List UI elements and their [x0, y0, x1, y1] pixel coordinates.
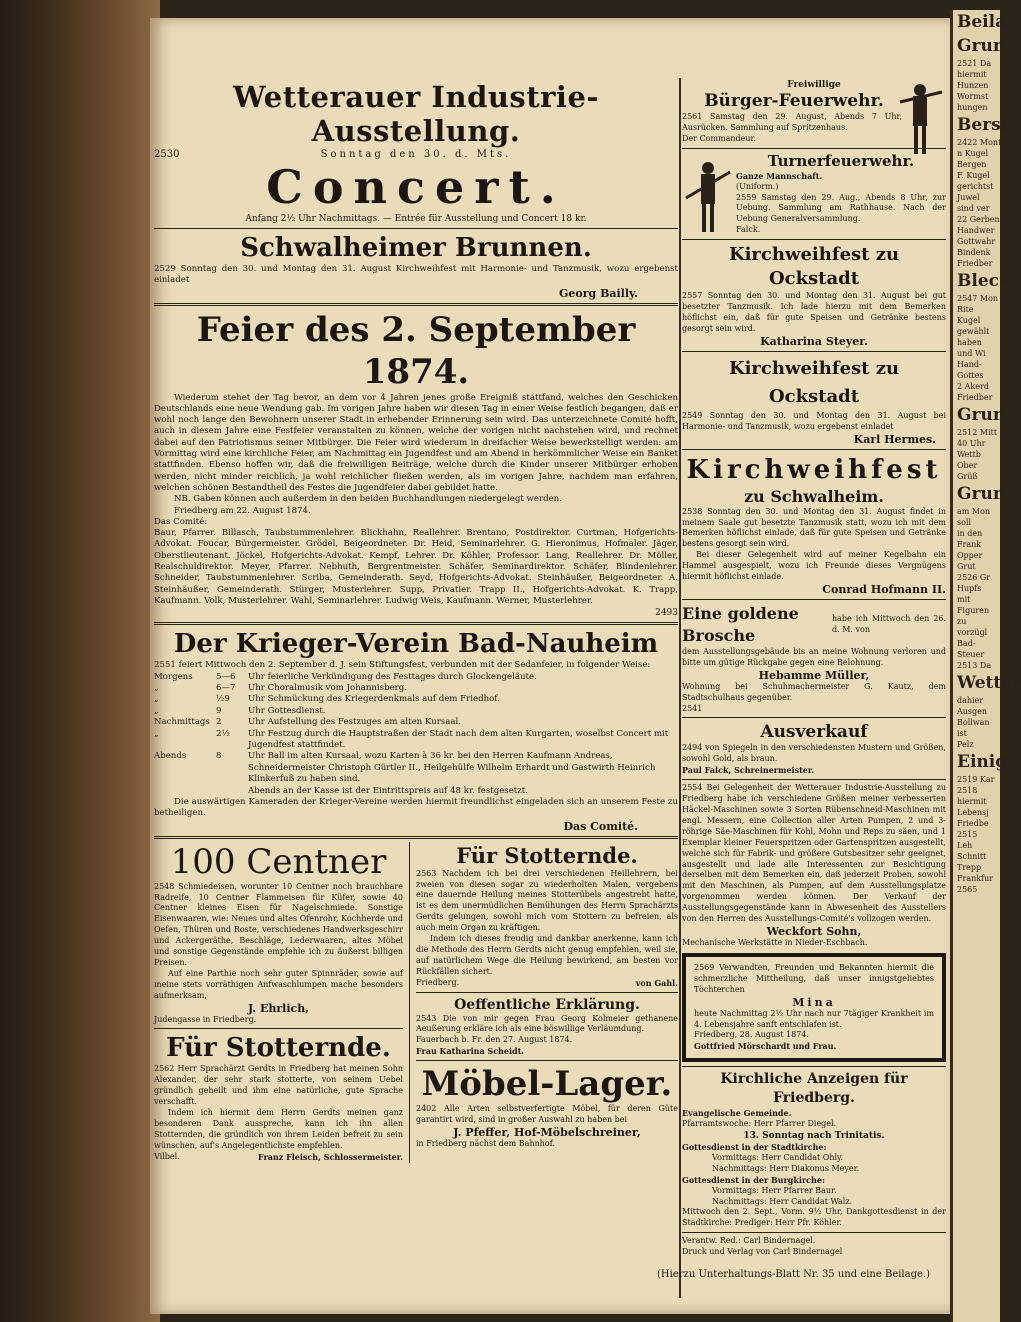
next-page-fragment: am Mon	[957, 507, 991, 516]
ad-text-2: Auf eine Parthie noch sehr guter Spinnräder, sowie auf meine stets vorräthigen Anfwaschlumpen mache besonders aufmerksam,	[154, 968, 403, 1000]
divider	[154, 1028, 403, 1029]
next-page-fragment: 2422 Mont	[957, 138, 1002, 147]
ad-text: 2562 Herr Sprachärzt Gerdts in Friedberg hat meinen Sohn Alexander, der sehr stark stotterte, von seinem Uebel gründlich geheilt und ihm eine natürliche, gute Sprache verschafft.	[154, 1064, 403, 1107]
divider	[416, 1060, 678, 1061]
schedule-row: Nachmittags 2 Uhr Aufstellung des Festzuges am alten Kursaal.	[154, 717, 461, 728]
divider	[682, 1066, 946, 1067]
ad-2551	[154, 628, 678, 832]
divider	[682, 239, 946, 240]
ad-2548	[154, 842, 403, 1026]
ad-text-2: Indem ich dieses freudig und dankbar anerkenne, kann ich die Methode des Herrn Gerdts nicht genug empfehlen, weil sie, auf natürlichem Wege die Heilung bewirkend, am besten vor Rückfällen sichert.	[416, 934, 678, 976]
ad-text: 2554 Bei Gelegenheit der Wetterauer Industrie-Ausstellung zu Friedberg habe ich verschiedene Größen meiner verbesserten Häckel-Maschinen sowie 3 Sorten Rübenschneid-Maschinen mit engl. Messern, eine Collection aller Arten Pumpen, 2 und 3-röhrige Säe-Maschinen für Kohl, Mohn und Reps zu säen, und 1 Exemplar kleiner Feuerspritzen oder Gartenspritzen ausgestellt, welche sich für Fabrik- und größere Gutsbesitzer sehr geeignet, ausgestellt und lade alle Interessenten zur Besichtigung derselben mit dem Bemerken ein, daß jederzeit Proben, sowohl mit den Maschinen, als Pumpen, auf dem Ausstellungsplatze vorgenommen werden können. Der Verkauf der Ausstellungsgegenstände kann in Abwesenheit des Ausstellers von den Herren des Ausstellungs-Comité's vollzogen werden.	[682, 783, 946, 924]
next-page-fragment: 2513 Da	[957, 661, 992, 670]
ad-title: Ausverkauf	[760, 722, 868, 743]
next-page-fragment: Rite	[957, 305, 974, 314]
next-page-fragment: Gottwahr	[957, 237, 996, 246]
next-page-fragment: 2547 Mon	[957, 294, 999, 303]
ad-title: Möbel-Lager.	[421, 1064, 673, 1105]
notice-text-2: heute Nachmittag 2½ Uhr nach nur 7tägiger Krankheit im 4. Lebensjahre sanft entschlafen ist.	[694, 1008, 934, 1029]
next-page-fragment: 2521 Da	[957, 59, 992, 68]
next-page-fragment: Ausgen	[957, 707, 988, 716]
next-page-fragment: n Kugel	[957, 149, 989, 158]
next-page-fragment: Juwel	[957, 193, 980, 202]
ad-title: Kirchweihfest zu Ockstadt	[728, 244, 900, 290]
next-page-fragment: dahier	[957, 696, 984, 705]
ad-2554	[682, 783, 946, 949]
comite-heading: Das Comité:	[154, 516, 208, 527]
next-page-fragment: 2526 Gr	[957, 573, 991, 582]
ad-2402	[416, 1064, 678, 1150]
divider	[682, 779, 946, 780]
next-page-fragment: Handwer	[957, 226, 995, 235]
schedule-row: Abends 8 Uhr Ball im alten Kursaal, wozu Karten à 36 kr. bei den Herren Kaufmann Andreas, Schneidermeister Christoph Gürtler II., Heilgehülfe Wilhelm Erhardt und Gastwirth Heinrich Klinkerfuß zu haben sind.	[154, 751, 656, 785]
next-page-fragment: gerichtst	[957, 182, 994, 191]
notice-name: Mina	[792, 995, 836, 1009]
next-page-fragment: Trepp	[957, 863, 982, 872]
ad-subline: Wohnung bei Schuhmachermeister G. Kautz, dem Stadtschulhaus gegenüber.	[682, 681, 946, 702]
lower-right-subcolumn	[410, 842, 678, 1163]
ad-text: 2561 Samstag den 29. August, Abends 7 Uhr, Ausrücken. Sammlung auf Spritzenhaus.	[682, 112, 902, 132]
ad-text-2: Bei dieser Gelegenheit wird auf meiner Kegelbahn ein Hammel ausgespielt, wozu ich Freunde dieses Vergnügens hiermit höflichst einlade.	[682, 550, 946, 582]
next-page-fragment: Hupfs	[957, 584, 982, 593]
church-service-line: Nachmittags: Herr Candidat Walz.	[712, 1196, 853, 1206]
supplement-note: (Hierzu Unterhaltungs-Blatt Nr. 35 und eine Beilage.)	[657, 1269, 930, 1280]
next-page-fragment: Kugel	[957, 316, 981, 325]
church-service-line: Mittwoch den 2. Sept., Vorm. 9½ Uhr, Dankgottesdienst in der Stadtkirche: Prediger: Herr Pfr. Köhler.	[682, 1207, 946, 1228]
ad-title: Eine goldene Brosche	[682, 603, 799, 645]
imprint-publisher: Druck und Verlag von Carl Bindernagel	[682, 1247, 843, 1257]
ad-place: Vilbel.	[154, 1151, 180, 1161]
next-page-fragment: Schnitt	[957, 852, 987, 861]
ad-2530	[154, 80, 678, 225]
next-page-fragment: Blec-	[957, 271, 1007, 291]
ad-note: NB. Gaben können auch außerdem in den beiden Buchhandlungen niedergelegt werden.	[174, 494, 562, 505]
next-page-fragment: Friedber	[957, 393, 993, 402]
notice-text: 2569 Verwandten, Freunden und Bekannten hiermit die schmerzliche Mittheilung, daß unser innigstgeliebtes Töchterchen	[694, 962, 934, 994]
church-title: Kirchliche Anzeigen für Friedberg.	[720, 1071, 908, 1107]
concert-heading: Concert.	[266, 160, 566, 214]
ad-title: Freiwillige	[787, 80, 841, 90]
next-page-fragment: Berst	[957, 115, 1009, 135]
next-page-fragment: Bindenk	[957, 248, 991, 257]
lower-left-area	[154, 842, 678, 1163]
ad-text: 2529 Sonntag den 30. und Montag den 31. August Kirchweihfest mit Harmonie- und Tanzmusik, wozu ergebenst einladet	[154, 264, 678, 286]
next-page-fragment: Bad-	[957, 639, 976, 648]
ad-text: 2538 Sonntag den 30. und Montag den 31. August findet in meinem Saale gut besetzte Tanzmusik statt, wozu ich mit dem Bemerken höflichst einlade, daß für gute Speisen und Getränke bestens gesorgt sein wird.	[682, 506, 946, 549]
ad-signature: Falck.	[736, 225, 761, 235]
divider	[416, 992, 678, 993]
church-service-heading: Gottesdienst in der Burgkirche:	[682, 1174, 825, 1185]
next-page-fragment: Wettb	[957, 450, 981, 459]
next-page-fragment: sind ver	[957, 204, 990, 213]
ad-date: Fauerbach b. Fr. den 27. August 1874.	[416, 1035, 573, 1045]
ad-2563	[416, 842, 678, 989]
ad-2559	[682, 152, 946, 236]
next-page-fragment: Beila	[957, 12, 1007, 32]
church-service-line: Vormittags: Herr Pfarrer Baur.	[712, 1185, 837, 1195]
ad-signature: Karl Hermes.	[853, 432, 936, 446]
next-page-fragment: Bergen	[957, 160, 987, 169]
next-page-fragment: 2518	[957, 786, 978, 795]
ad-title: 100 Centner	[170, 841, 387, 882]
next-page-fragment: hiermit	[957, 70, 987, 79]
next-page-fragment: Friedbe	[957, 819, 989, 828]
ad-signature: von Gahl.	[635, 977, 678, 988]
fireman-icon	[682, 158, 734, 238]
ad-title: Oeffentliche Erklärung.	[454, 996, 640, 1013]
divider	[154, 303, 678, 306]
next-page-fragment: Ober	[957, 461, 978, 470]
church-subtitle: Evangelische Gemeinde.	[682, 1108, 792, 1119]
ad-signature: Das Comité.	[563, 819, 638, 833]
right-column	[682, 80, 946, 1258]
divider	[682, 599, 946, 600]
next-page-fragment: und Wi	[957, 349, 986, 358]
ad-title-2: zu Schwalheim.	[744, 486, 884, 506]
schedule-row: Morgens 5—6 Uhr feierliche Verkündigung des Festtages durch Glockengeläute.	[154, 671, 537, 682]
ad-title: Für Stotternde.	[456, 842, 638, 868]
ad-date: Sonntag den 30. d. Mts.	[320, 149, 512, 160]
newspaper-page	[150, 18, 950, 1314]
ad-2541	[682, 603, 946, 715]
ad-title: Wetterauer Industrie-Ausstellung.	[233, 80, 599, 148]
fireman-icon	[894, 80, 946, 160]
next-page-fragment: Lebensj	[957, 808, 989, 817]
ad-title: Turnerfeuerwehr.	[767, 151, 915, 170]
ad-signature: Georg Bailly.	[559, 286, 638, 300]
divider	[682, 351, 946, 352]
next-page-fragment: 2515	[957, 830, 978, 839]
ad-2538	[682, 453, 946, 596]
next-page-fragment: Grun	[957, 484, 1006, 504]
church-service-line: Nachmittags: Herr Diakonus Meyer.	[712, 1163, 860, 1173]
ad-2529	[154, 232, 678, 300]
ad-2557	[682, 243, 946, 348]
ad-text: 2548 Schmiedeisen, worunter 10 Centner noch brauchbare Radreife, 10 Centner Flammeisen für Küfer, sowie 40 Centner kleines Eisen für Nagelschmiede. Sonstige Eisenwaaren, wie: Neues und altes Ofenrohr, Kochherde und Oefen, Thüren und Roste, verschiedenes Handwerksgeschirr und Ackergeräthe, Beschläge, Lederwaaren, altes Möbel und sonstige Gegenstände empfehle ich zu äußerst billigen Preisen.	[154, 881, 403, 967]
ad-signature: Conrad Hofmann II.	[822, 582, 946, 596]
ad-text: 2559 Samstag den 29. Aug., Abends 8 Uhr, zur Uebung. Sammlung am Rathhause. Nach der Uebung Generalversammlung.	[736, 192, 946, 224]
ad-intro: 2551 feiert Mittwoch den 2. September d. J. sein Stiftungsfest, verbunden mit der Sedanfeier, in folgender Weise:	[154, 660, 651, 671]
ad-2562	[154, 1032, 403, 1162]
divider	[682, 717, 946, 718]
next-page-fragment: Leh	[957, 841, 973, 850]
ad-text: 2549 Sonntag den 30. und Montag den 31. August bei Harmonie- und Tanzmusik, wozu ergebenst einladet	[682, 410, 946, 431]
schedule-row: Abends an der Kasse ist der Eintrittspreis auf 48 kr. festgesetzt.	[248, 785, 528, 796]
next-page-fragment: haben	[957, 338, 982, 347]
ad-text: 2494 von Spiegeln in den verschiedensten Mustern und Größen, sowohl Gold, als braun.	[682, 743, 946, 764]
ad-2493	[154, 309, 678, 620]
next-page-fragment: Gottes	[957, 371, 984, 380]
ad-2549	[682, 355, 946, 446]
lower-left-subcolumn	[154, 842, 410, 1163]
next-page-edge	[950, 10, 1021, 1322]
ad-text: 2543 Die von mir gegen Frau Georg Kolmeier gethanene Aeußerung erkläre ich als eine böswillige Verläumdung.	[416, 1013, 678, 1034]
next-page-fragment: Frankfur	[957, 874, 994, 883]
next-page-fragment: mit	[957, 595, 971, 604]
next-page-fragment: Grun	[957, 36, 1006, 56]
ad-number: 2493	[655, 608, 678, 619]
next-page-fragment: 2 Akerd	[957, 382, 989, 391]
next-page-fragment: 22 Gerben	[957, 215, 1000, 224]
ad-title: Schwalheimer Brunnen.	[240, 233, 592, 263]
next-page-fragment: vorzügl	[957, 628, 988, 637]
ad-info: Anfang 2½ Uhr Nachmittags. — Entrée für Ausstellung und Concert 18 kr.	[245, 214, 587, 224]
next-page-fragment: zu	[957, 617, 967, 626]
schedule-row: „ 9 Uhr Gottesdienst.	[154, 705, 326, 716]
ad-text: Wiederum stehet der Tag bevor, an dem vor 4 Jahren jenes große Ereigniß stattfand, welches den Geschicken Deutschlands eine neue Wendung gab. Im vorigen Jahre haben wir diesen Tag in einer Weise festlich begangen, daß er wohl noch lange den Bewohnern unserer Stadt in erhebender Erinnerung sein wird. Das unterzeichnete Comité hofft, auch in diesem Jahre eine Festfeier veranstalten zu können, welche der vorigen nicht nachstehen wird, und rechnet dabei auf den Patriotismus seiner Mitbürger. Die Feier wird wiederum in dreifacher Weise bewerkstelligt werden: am Vormittag wird eine kirchliche Feier, am Nachmittag ein Jugendfest und am Abend in herkömmlicher Weise ein Banket stattfinden. Ebenso hoffen wir, daß die freiwilligen Beiträge, welche durch die Kinder unserer Mitbürger erhoben werden, nicht minder reichlich, ja wohl reichlicher fließen werden, als im vorigen Jahre, nachdem man erfahren, welchen schönen Bestandtheil des Festes die Jugendfeier dabei gebildet hatte.	[154, 392, 678, 493]
ad-signature: Der Commandeur.	[682, 133, 757, 143]
next-page-fragment: Steuer	[957, 650, 985, 659]
next-page-fragment: 2565	[957, 885, 978, 894]
ad-signature: Frau Katharina Scheidt.	[416, 1046, 525, 1057]
ad-signature: Weckfort Sohn,	[766, 924, 862, 938]
church-sunday: 13. Sonntag nach Trinitatis.	[743, 1131, 885, 1142]
ad-title: Feier des 2. September 1874.	[196, 309, 636, 392]
next-page-fragment: Pelz	[957, 740, 974, 749]
next-page-fragment: F. Kugel	[957, 171, 990, 180]
next-page-fragment: Wormst	[957, 92, 989, 101]
next-page-fragment: Frank	[957, 540, 982, 549]
next-page-fragment: Wetter	[957, 673, 1021, 693]
ad-text: 2563 Nachdem ich bei drei verschiedenen Heillehrern, bei zweien von diesen sogar zu wiederholten Malen, vergebens eine dauernde Heilung meines Stotterübels angestrebt hatte, ist es dem unermüdlichen Bemühungen des Herrn Sprachärzts Gerdts gelungen, sowohl mich vom Stottern zu befreien, als auch mein Organ zu kräftigen.	[416, 868, 678, 933]
ad-subline: Judengasse in Friedberg.	[154, 1014, 257, 1024]
ad-subtitle: Ganze Mannschaft.	[736, 170, 823, 181]
book-spine	[0, 0, 160, 1322]
ad-signature: Hebamme Müller,	[758, 668, 870, 682]
next-page-fragment: Hand-	[957, 360, 982, 369]
next-page-fragment: Grüß	[957, 472, 978, 481]
ad-title: Der Krieger-Verein Bad-Nauheim	[173, 629, 659, 660]
church-service-heading: Gottesdienst in der Stadtkirche:	[682, 1142, 827, 1153]
next-page-fragment: Grut	[957, 562, 976, 571]
ad-title: Für Stotternde.	[166, 1033, 391, 1064]
next-page-fragment: gewählt	[957, 327, 990, 336]
next-page-fragment: Hunzen	[957, 81, 989, 90]
next-page-fragment: 2519 Kar	[957, 775, 995, 784]
next-page-fragment: hungen	[957, 103, 988, 112]
ad-subline: Mechanische Werkstätte in Nieder-Eschbach.	[682, 937, 868, 947]
ad-text: dem Ausstellungsgebäude bis an meine Wohnung verloren und bitte um gütige Rückgabe gegen eine Belohnung.	[682, 646, 946, 667]
notice-signature: Gottfried Mörschardt und Frau.	[694, 1041, 837, 1052]
ad-date: Friedberg am 22. August 1874.	[174, 505, 311, 516]
imprint	[682, 1236, 946, 1258]
next-page-fragment: Opper	[957, 551, 983, 560]
ad-signature: J. Pfeffer, Hof-Möbelschreiner,	[453, 1126, 641, 1139]
next-page-fragment: Einig	[957, 752, 1008, 772]
schedule	[154, 672, 678, 797]
next-page-fragment: ist	[957, 729, 967, 738]
schedule-row: „ ½9 Uhr Schmückung des Kriegerdenkmals auf dem Friedhof.	[154, 694, 500, 705]
ad-text: 2402 Alle Arten selbstverfertigte Möbel, für deren Güte garantirt wird, sind in großer Auswahl zu haben bei	[416, 1104, 678, 1125]
ad-number: 2530	[154, 149, 180, 160]
ad-signature: J. Ehrlich,	[247, 1001, 310, 1015]
divider	[682, 1232, 946, 1233]
ad-2494	[682, 721, 946, 776]
ad-2561	[682, 80, 946, 145]
divider	[682, 449, 946, 450]
next-page-fragment: hiermit	[957, 797, 987, 806]
church-week: Pfarramtswoche: Herr Pfarrer Diegel.	[682, 1119, 837, 1129]
ad-2543	[416, 996, 678, 1058]
next-page-fragment: Figuren	[957, 606, 990, 615]
next-page-fragment: Friedber	[957, 259, 993, 268]
ad-subtitle-2: (Uniform.)	[736, 181, 779, 191]
ad-title: Kirchweihfest	[686, 454, 942, 485]
left-column	[154, 80, 678, 1163]
ad-outro: Die auswärtigen Kameraden der Krieger-Vereine werden hiermit freundlichst eingeladen sich an unserem Feste zu betheiligen.	[154, 797, 678, 819]
next-page-fragment: in den	[957, 529, 983, 538]
comite-members: Baur, Pfarrer. Billasch, Taubstummenlehrer. Blickhahn, Reallehrer. Brentano, Postdirektor. Curtman, Hofgerichts-Advokat. Foucar, Bürgermeister. Grödel, Beigeordneter. Dr. Heid, Seminarlehrer. G. Hieronimus, Hofmaler. Jäger, Oberstlieutenant. Jöckel, Hofgerichts-Advokat. Kempf, Lehrer. Dr. Köhler, Professor. Lang, Reallehrer. Dr. Möller, Realschuldirektor. Meyer, Pfarrer. Nebhuth, Bergrentmeister. Schäfer, Seminardirektor. Schäfer, Blindenlehrer. Schneider, Taubstummenlehrer. Scriba, Gemeinderath. Seyd, Hofgerichts-Advokat. Steinhäußer, Beigeordneter. A. Steinhäußer, Gemeinderath. Stürger, Musterlehrer. Supp, Privatier. Trapp II., Hofgerichts-Advokat. K. Trapp, Kaufmann. Volk, Musterlehrer. Wahl, Seminarlehrer. Ludwig Weis, Kaufmann. Werner, Musterlehrer.	[154, 528, 678, 606]
ad-text-2: Indem ich hiermit dem Herrn Gerdts meinen ganz besonderen Dank ausspreche, kann ich ihn allen Stotternden, die gründlich von ihrem Leiden befreit zu sein wünschen, auf's Angelegentlichste empfehlen.	[154, 1108, 403, 1150]
church-service-line: Vormittags: Herr Candidat Ohly.	[712, 1152, 844, 1162]
divider	[154, 228, 678, 229]
ad-signature: Paul Falck, Schreinermeister.	[682, 765, 815, 776]
ad-text: 2557 Sonntag den 30. und Montag den 31. August bei gut besetzter Tanzmusik. Ich lade hierzu mit dem Bemerken höflichst ein, daß für gute Speisen und Getränke bestens gesorgt sein wird.	[682, 291, 946, 333]
next-page-fragment: 2512 Mitt	[957, 428, 998, 437]
church-notices	[682, 1070, 946, 1229]
divider	[154, 622, 678, 625]
next-page-fragment: Bollwan	[957, 718, 990, 727]
next-page-fragment: soll	[957, 518, 972, 527]
imprint-editor: Verantw. Red.: Carl Bindernagel.	[682, 1236, 816, 1246]
ad-number: 2541	[682, 703, 703, 713]
ad-title-2: Bürger-Feuerwehr.	[704, 91, 884, 111]
notice-date: Friedberg, 28. August 1874.	[694, 1030, 809, 1040]
divider	[154, 836, 678, 839]
schedule-row: „ 6—7 Uhr Choralmusik vom Johannisberg.	[154, 682, 408, 693]
ad-signature: Franz Fleisch, Schlossermeister.	[258, 1151, 403, 1162]
next-page-fragment: Grun	[957, 405, 1006, 425]
ad-title: Kirchweihfest zu Ockstadt	[728, 357, 900, 407]
ad-subline: in Friedberg nächst dem Bahnhof.	[416, 1139, 555, 1148]
schedule-row: „ 2½ Uhr Festzug durch die Hauptstraßen der Stadt nach dem alten Kurgarten, woselbst Concert mit Jugendfest stattfindet.	[154, 728, 669, 750]
ad-place: Friedberg.	[416, 977, 460, 987]
ad-signature: Katharina Steyer.	[760, 334, 868, 348]
ad-side-text: habe ich Mittwoch den 26. d. M. von	[832, 614, 946, 634]
death-notice	[682, 953, 946, 1062]
column-divider	[679, 78, 681, 1298]
next-page-fragment: 40 Uhr	[957, 439, 986, 448]
